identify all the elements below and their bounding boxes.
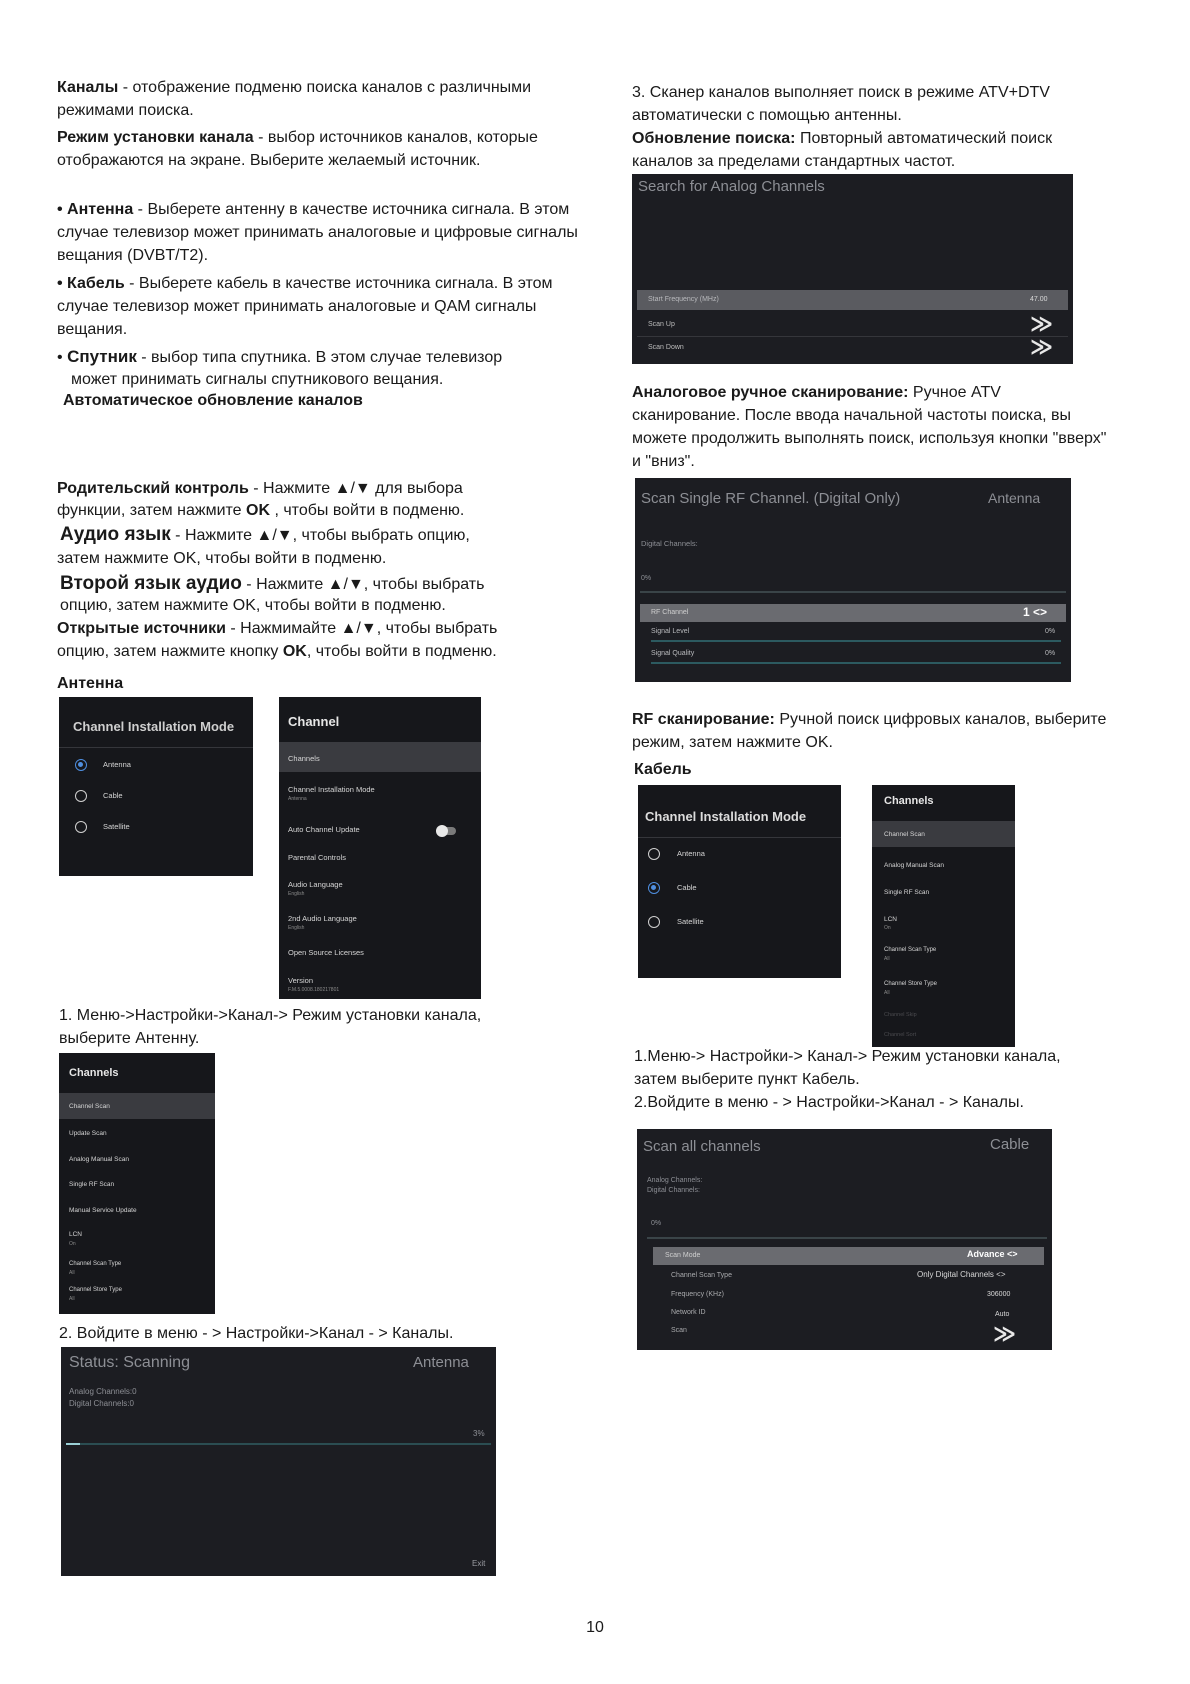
scan-all-analog: Analog Channels: [647,1177,703,1184]
screen-cim-antenna [59,697,253,876]
open-line2 [57,640,497,663]
mode-paragraph [57,126,557,172]
rf-scan-paragraph [632,708,1112,754]
frequency-value[interactable]: 306000 [987,1291,1011,1298]
menu-item-2nd-audio[interactable]: 2nd Audio Language [288,914,357,923]
radio-cable[interactable] [75,790,87,802]
start-frequency-value[interactable]: 47.00 [1030,296,1048,303]
scanning-analog-count: Analog Channels:0 [69,1387,137,1396]
menu-item-lcn[interactable]: LCN [69,1231,83,1238]
open-term: Открытые источники [57,620,226,637]
signal-quality-value: 0% [1045,650,1056,657]
single-rf-source: Antenna [988,490,1041,506]
menu-item-installation-mode[interactable]: Channel Installation Mode [288,785,375,794]
menu-item-manual-service-update[interactable]: Manual Service Update [69,1207,137,1214]
channels-desc: - отображение подменю поиска каналов с различными режимами поиска. [57,79,532,119]
cim-antenna-title: Channel Installation Mode [73,719,235,734]
menu-item-version-value: F.M.5.0008.180217801 [288,987,340,993]
satellite-bullet: • [57,349,63,366]
signal-level-value: 0% [1045,628,1056,635]
scan-up-label[interactable]: Scan Up [648,321,675,328]
signal-quality-label: Signal Quality [651,650,695,657]
menu-item-update-scan[interactable]: Update Scan [69,1130,107,1137]
progress-track [647,1237,1047,1239]
radio-satellite[interactable] [75,821,87,833]
progress-track [640,591,1066,593]
audio2-term: Второй язык аудио [60,573,242,594]
scanning-source: Antenna [413,1354,469,1371]
menu-item-lcn-value: On [884,925,891,931]
menu-item-channel-store-type-value: All [884,990,890,996]
menu-item-installation-mode-value: Antenna [288,796,307,802]
parental-desc-2b: , чтобы войти в подменю. [270,502,465,519]
caption-2: 2. Войдите в меню - > Настройки->Канал - > Каналы. [59,1325,454,1342]
open-desc-2a: опцию, затем нажмите кнопку [57,643,283,660]
screen-channels-menu-cable [872,785,1015,1047]
signal-level-bar [651,640,1061,642]
rf-scan-desc: Ручной поиск цифровых каналов, выберите режим, затем нажмите OK. [632,711,1107,751]
single-rf-title: Scan Single RF Channel. (Digital Only) [641,490,901,507]
divider [59,747,253,748]
single-rf-percent: 0% [641,575,652,582]
network-id-label[interactable]: Network ID [671,1309,706,1316]
caption-cable-2: 2.Войдите в меню - > Настройки->Канал - > Каналы. [634,1094,1024,1111]
audio-line1 [60,523,470,547]
cable-paragraph [57,272,577,341]
screen-channel-menu [279,697,481,999]
progress-fill [66,1443,80,1445]
channels-cable-title: Channels [884,795,934,807]
menu-item-analog-manual-scan[interactable]: Analog Manual Scan [69,1156,129,1163]
screen-single-rf [635,478,1071,682]
scan-mode-value[interactable]: Advance <> [967,1249,1018,1259]
caption-1: 1. Меню->Настройки->Канал-> Режим установки канала, выберите Антенну. [59,1007,482,1047]
radio-satellite[interactable] [648,916,660,928]
menu-item-channel-scan-type[interactable]: Channel Scan Type [884,947,937,953]
scanning-title: Status: Scanning [69,1354,190,1371]
scan-down-chevron-icon[interactable]: ≫ [1030,334,1048,359]
radio-cable[interactable] [648,882,660,894]
scan-down-label[interactable]: Scan Down [648,344,684,351]
option-cable-label: Cable [677,883,697,892]
antenna-heading: Антенна [57,675,124,692]
channel-scan-type-value[interactable]: Only Digital Channels <> [917,1270,1006,1279]
channels-term: Каналы [57,79,119,96]
mode-desc: - выбор источников каналов, которые отображаются на экране. Выберите желаемый источник. [57,129,538,169]
menu-item-single-rf-scan[interactable]: Single RF Scan [884,889,930,896]
analog-manual-term: Аналоговое ручное сканирование: [632,384,909,401]
signal-quality-bar [651,662,1061,664]
update-paragraph [632,127,1112,173]
analog-manual-paragraph [632,381,1112,473]
menu-item-channel-sort[interactable]: Channel Sort [884,1032,917,1038]
network-id-value[interactable]: Auto [995,1311,1010,1318]
p3-paragraph: 3. Сканер каналов выполняет поиск в режиме ATV+DTV автоматически с помощью антенны. [632,84,1050,124]
scan-label[interactable]: Scan [671,1327,687,1334]
scan-all-percent: 0% [651,1220,662,1227]
audio2-desc-1: - Нажмите ▲/▼, чтобы выбрать [241,576,485,593]
menu-item-auto-update[interactable]: Auto Channel Update [288,825,360,834]
open-ok: OK [282,643,307,660]
exit-button[interactable]: Exit [472,1559,486,1568]
open-desc-2b: , чтобы войти в подменю. [306,643,497,660]
radio-antenna[interactable] [75,759,87,771]
mode-term: Режим установки канала [57,129,254,146]
single-rf-digital: Digital Channels: [641,539,698,548]
frequency-label[interactable]: Frequency (KHz) [671,1291,724,1298]
scan-up-chevron-icon[interactable]: ≫ [1030,311,1048,336]
screen-analog-search [632,174,1073,364]
option-antenna-label: Antenna [103,760,131,769]
screen-scan-all [637,1129,1052,1350]
audio-desc-2: затем нажмите OK, чтобы войти в подменю. [57,550,387,567]
divider [638,837,841,838]
scan-all-source: Cable [990,1136,1030,1153]
menu-item-channel-store-type-value: All [69,1296,75,1302]
satellite-desc-line2: может принимать сигналы спутникового вещания. [71,371,444,388]
menu-item-version[interactable]: Version [288,976,314,985]
antenna-desc: - Выберете антенну в качестве источника сигнала. В этом случае телевизор может принимать аналоговые и цифровые сигналы вещания (DVBT/T2). [57,201,578,264]
page-number: 10 [586,1619,604,1636]
progress-track [66,1443,491,1445]
update-desc: Повторный автоматический поиск каналов за пределами стандартных частот. [632,130,1053,170]
scanning-digital-count: Digital Channels:0 [69,1399,134,1408]
parental-ok: OK [246,502,270,519]
menu-item-channel-store-type[interactable]: Channel Store Type [884,981,937,987]
scan-all-title: Scan all channels [643,1138,761,1155]
menu-item-2nd-audio-value: English [288,925,305,931]
channels-paragraph [57,76,587,122]
menu-item-single-rf-scan[interactable]: Single RF Scan [69,1181,115,1188]
satellite-desc-1: - выбор типа спутника. В этом случае телевизор [136,349,503,366]
screen-status-scanning [61,1347,496,1576]
audio-term: Аудио язык [60,524,171,545]
update-term: Обновление поиска: [632,130,796,147]
cim-cable-title: Channel Installation Mode [645,809,807,824]
menu-item-open-source[interactable]: Open Source Licenses [288,948,364,957]
menu-item-channel-scan[interactable]: Channel Scan [69,1103,110,1110]
option-satellite-label: Satellite [677,917,704,926]
caption-cable-1: 1.Меню-> Настройки-> Канал-> Режим установки канала, затем выберите пункт Кабель. [634,1048,1061,1088]
parental-line2 [57,499,464,522]
parental-desc-1: - Нажмите ▲/▼ для выбора [248,480,463,497]
audio2-line1 [60,572,484,596]
scan-chevron-icon[interactable]: ≫ [993,1321,1011,1346]
highlight-bar [640,604,1066,622]
scan-all-digital: Digital Channels: [647,1187,700,1194]
parental-line1 [57,477,463,500]
analog-search-title: Search for Analog Channels [638,178,825,195]
menu-item-analog-manual-scan[interactable]: Analog Manual Scan [884,862,944,869]
channel-menu-title: Channel [288,714,340,729]
rf-channel-label[interactable]: RF Channel [651,609,689,616]
menu-item-channel-store-type[interactable]: Channel Store Type [69,1287,122,1293]
channel-scan-type-label[interactable]: Channel Scan Type [671,1272,732,1279]
satellite-term: Спутник [67,347,137,366]
option-antenna-label: Antenna [677,849,705,858]
channels-menu-title: Channels [69,1067,119,1079]
signal-level-label: Signal Level [651,628,690,635]
antenna-term: • Антенна [57,201,134,218]
menu-item-audio-language[interactable]: Audio Language [288,880,343,889]
screen-channels-menu-antenna [59,1053,215,1314]
parental-desc-2a: функции, затем нажмите [57,502,246,519]
open-line1 [57,617,497,640]
radio-antenna[interactable] [648,848,660,860]
antenna-paragraph [57,198,582,267]
menu-item-channels[interactable]: Channels [288,754,320,763]
open-desc-1: - Нажмимайте ▲/▼, чтобы выбрать [225,620,498,637]
auto-update-heading: Автоматическое обновление каналов [63,392,363,409]
screen-cim-cable [638,785,841,978]
menu-item-channel-scan-type[interactable]: Channel Scan Type [69,1261,122,1267]
option-satellite-label: Satellite [103,822,130,831]
analog-manual-desc: Ручное ATV сканирование. После ввода начальной частоты поиска, вы можете продолжить выполнять поиск, используя кнопки "вверх" и "вниз". [632,384,1107,470]
menu-item-channel-skip[interactable]: Channel Skip [884,1012,917,1018]
auto-update-toggle[interactable] [436,827,456,835]
cable-desc: - Выберете кабель в качестве источника сигнала. В этом случае телевизор может принимать аналоговые и QAM сигналы вещания. [57,275,553,338]
rf-channel-value[interactable]: 1 <> [1023,605,1048,619]
menu-item-parental[interactable]: Parental Controls [288,853,346,862]
menu-item-lcn[interactable]: LCN [884,916,898,923]
audio-desc-1: - Нажмите ▲/▼, чтобы выбрать опцию, [170,527,470,544]
divider [637,336,1068,337]
scanning-percent: 3% [473,1429,485,1438]
rf-scan-term: RF сканирование: [632,711,775,728]
menu-item-channel-scan[interactable]: Channel Scan [884,831,925,838]
menu-item-audio-language-value: English [288,891,305,897]
parental-term: Родительский контроль [57,480,249,497]
scan-mode-label[interactable]: Scan Mode [665,1252,701,1259]
cable-term: • Кабель [57,275,125,292]
menu-item-channel-scan-type-value: All [884,956,890,962]
audio2-desc-2: опцию, затем нажмите OK, чтобы войти в подменю. [60,597,446,614]
satellite-paragraph [57,345,597,369]
cable-heading: Кабель [634,761,692,778]
menu-item-channel-scan-type-value: All [69,1270,75,1276]
menu-item-lcn-value: On [69,1241,76,1247]
option-cable-label: Cable [103,791,123,800]
start-frequency-label[interactable]: Start Frequency (MHz) [648,296,719,303]
